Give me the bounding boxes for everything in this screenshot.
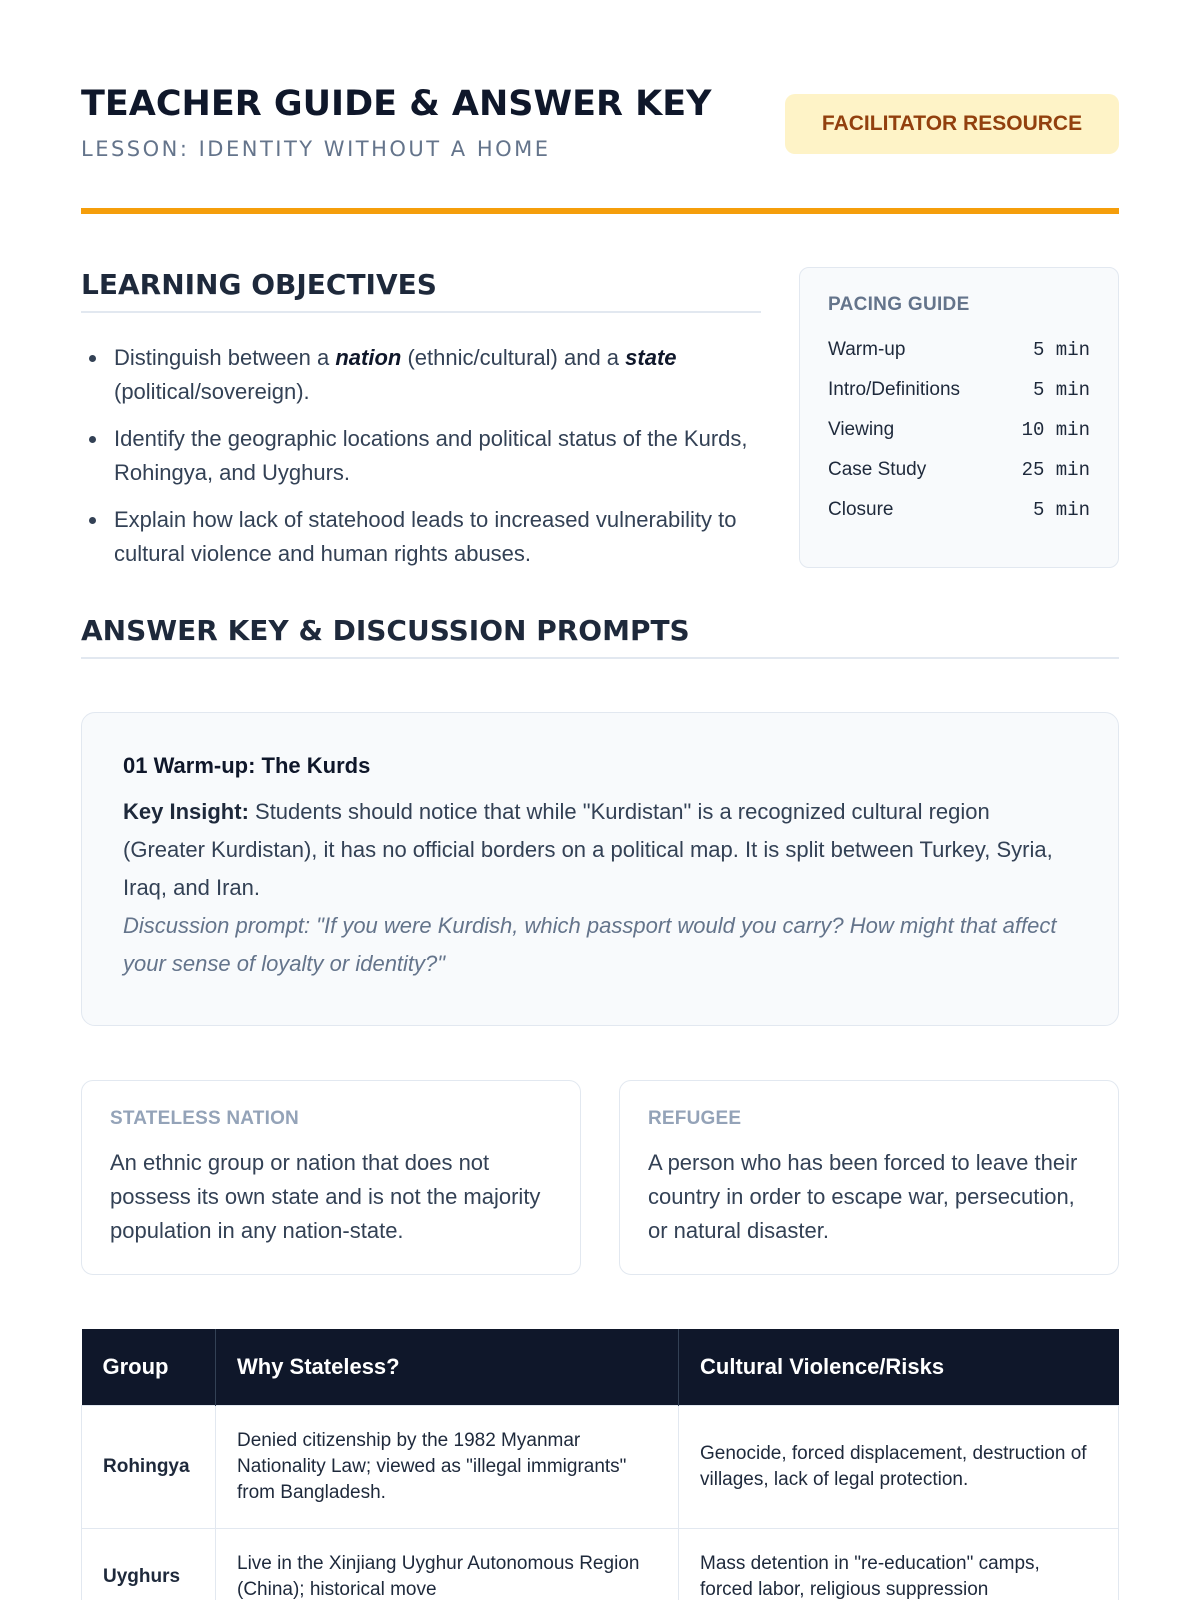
insight-label: Key Insight: — [123, 799, 249, 824]
definition-text: A person who has been forced to leave their country in order to escape war, persecution, or natural disaster. — [648, 1150, 1078, 1243]
objective-item: Explain how lack of statehood leads to increased vulnerability to cultural violence and human rights abuses. — [81, 503, 761, 571]
pacing-guide — [799, 267, 1119, 568]
pacing-label: Case Study — [828, 459, 927, 480]
definition-term: REFUGEE — [648, 1108, 742, 1129]
objectives-list — [81, 341, 761, 571]
objective-text: (ethnic/cultural) and a — [401, 345, 626, 370]
pacing-label: Closure — [828, 499, 894, 520]
why-cell: Denied citizenship by the 1982 Myanmar Nationality Law; viewed as "illegal immigrants" from Bangladesh. — [216, 1405, 679, 1528]
objective-text: Distinguish between a — [114, 345, 336, 370]
table-row — [82, 1528, 1119, 1600]
column-header: Group — [82, 1329, 216, 1405]
answer-key-section — [81, 614, 1119, 1600]
pacing-time: 5 min — [1032, 339, 1090, 361]
pacing-label: Intro/Definitions — [828, 379, 961, 400]
insight-text: Students should notice that while "Kurdistan" is a recognized cultural region (Greater Kurdistan), it has no official borders on a political map. It is split between Turkey, Syria, Iraq, and Iran. — [123, 799, 1053, 900]
learning-objectives — [81, 268, 761, 584]
lesson-subtitle: LESSON: IDENTITY WITHOUT A HOME — [81, 137, 551, 161]
pacing-row — [828, 330, 1090, 370]
pacing-row — [828, 450, 1090, 490]
objectives-section — [81, 214, 1119, 614]
key-insight — [123, 793, 1077, 907]
term-nation: nation — [335, 345, 402, 370]
column-header: Why Stateless? — [216, 1329, 679, 1405]
pacing-title: PACING GUIDE — [828, 294, 970, 315]
group-cell: Uyghurs — [82, 1528, 216, 1600]
risks-cell: Genocide, forced displacement, destruction of villages, lack of legal protection. — [679, 1405, 1119, 1528]
column-header: Cultural Violence/Risks — [679, 1329, 1119, 1405]
facilitator-badge: FACILITATOR RESOURCE — [785, 94, 1119, 154]
term-state: state — [625, 345, 677, 370]
card-title: 01 Warm-up: The Kurds — [123, 753, 371, 778]
header — [81, 0, 1119, 214]
objective-item — [81, 341, 761, 409]
pacing-label: Warm-up — [828, 339, 906, 360]
definition-term: STATELESS NATION — [110, 1108, 299, 1129]
table-header-row — [82, 1329, 1119, 1405]
group-cell: Rohingya — [82, 1405, 216, 1528]
definition-text: An ethnic group or nation that does not possess its own state and is not the majority population in any nation-state. — [110, 1150, 541, 1243]
discussion-prompt: Discussion prompt: "If you were Kurdish, which passport would you carry? How might that affect your sense of loyalty or identity?" — [123, 913, 1057, 976]
table-row — [82, 1405, 1119, 1528]
objective-item: Identify the geographic locations and political status of the Kurds, Rohingya, and Uyghurs. — [81, 422, 761, 490]
definition-card — [81, 1080, 581, 1275]
pacing-time: 10 min — [1021, 419, 1090, 441]
objective-text: (political/sovereign). — [114, 379, 310, 404]
definition-card — [619, 1080, 1119, 1275]
pacing-label: Viewing — [828, 419, 895, 440]
warmup-card — [81, 712, 1119, 1026]
pacing-row — [828, 370, 1090, 410]
page-title: TEACHER GUIDE & ANSWER KEY — [81, 84, 712, 124]
pacing-time: 5 min — [1032, 379, 1090, 401]
stateless-groups-table — [81, 1329, 1119, 1600]
answer-key-heading: ANSWER KEY & DISCUSSION PROMPTS — [81, 614, 1119, 659]
definitions — [81, 1080, 1119, 1275]
pacing-time: 5 min — [1032, 499, 1090, 521]
objectives-heading: LEARNING OBJECTIVES — [81, 268, 761, 313]
risks-cell: Mass detention in "re-education" camps, forced labor, religious suppression — [679, 1528, 1119, 1600]
pacing-row — [828, 410, 1090, 450]
pacing-time: 25 min — [1021, 459, 1090, 481]
pacing-row — [828, 490, 1090, 530]
why-cell: Live in the Xinjiang Uyghur Autonomous Region (China); historical move — [216, 1528, 679, 1600]
